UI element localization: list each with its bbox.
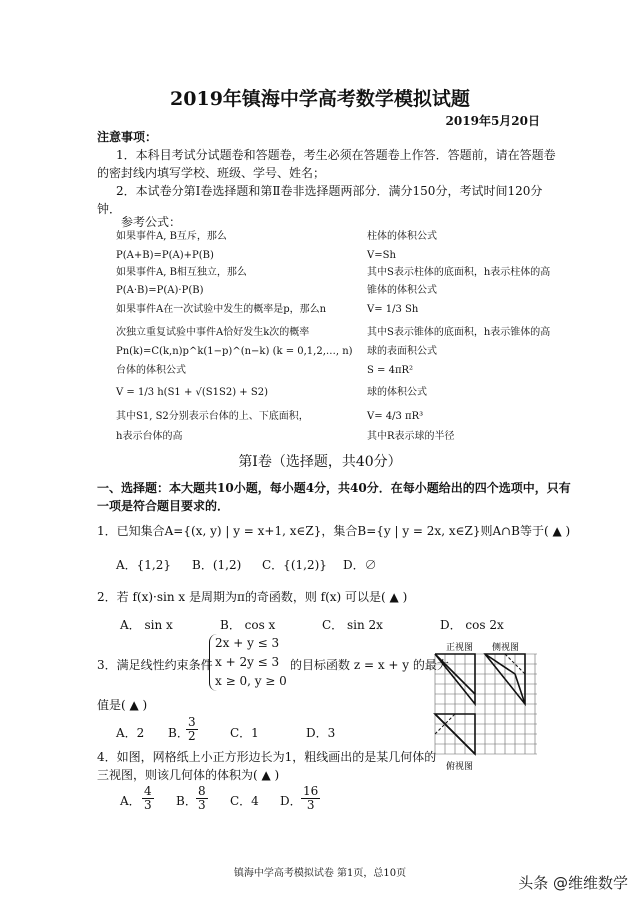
q4-opta-num: 4	[144, 784, 152, 798]
formula-right-10: V= 4/3 πR³	[367, 411, 424, 422]
front-view-label: 正视图	[446, 643, 474, 653]
q3-constraint-system	[209, 634, 287, 691]
q4-option-d: D．	[280, 794, 302, 808]
q3-stem-pre: 3．满足线性约束条件	[97, 658, 213, 672]
formula-left-6: 次独立重复试验中事件A恰好发生k次的概率	[116, 327, 310, 338]
q2-option-d: D． cos 2x	[440, 618, 504, 632]
q3-option-a: A．2	[116, 726, 145, 740]
q4-option-c: C．4	[230, 794, 259, 808]
q2-option-a: A． sin x	[120, 618, 173, 632]
formulas-heading: 参考公式：	[121, 215, 182, 229]
formula-left-5: 如果事件A在一次试验中发生的概率是p，那么n	[116, 304, 327, 315]
q4-line1: 4．如图，网格纸上小正方形边长为1，粗线画出的是某几何体的	[97, 750, 437, 764]
q3-constraint-2: x + 2y ≤ 3	[215, 655, 280, 669]
q1-option-d: D．∅	[343, 558, 377, 572]
q1-stem: 1．已知集合A={(x, y) | y = x+1, x∈Z}，集合B={y | y = 2x, x∈Z}则A∩B等于( ▲ )	[97, 524, 571, 538]
q2-option-b: B． cos x	[220, 618, 276, 632]
q4-option-b-fraction	[196, 785, 208, 812]
formula-left-4: P(A·B)=P(A)·P(B)	[116, 285, 204, 296]
q3-option-c: C．1	[230, 726, 259, 740]
three-view-figure	[430, 638, 542, 774]
part1-line2: 一项是符合题目要求的．	[97, 499, 230, 513]
q4-optb-den: 3	[198, 798, 206, 812]
formula-right-2: V=Sh	[367, 250, 396, 261]
q3-optb-num: 3	[188, 715, 196, 729]
q2-option-c: C． sin 2x	[322, 618, 383, 632]
q3-option-d: D．3	[306, 726, 336, 740]
formula-right-5: V= 1/3 Sh	[367, 304, 419, 315]
notice-item-1a: 1．本科目考试分试题卷和答题卷，考生必须在答题卷上作答．答题前，请在答题卷	[116, 148, 556, 162]
q4-line2: 三视图，则该几何体的体积为( ▲ )	[97, 768, 280, 782]
q4-option-a: A．	[120, 794, 141, 808]
notice-item-2a: 2．本试卷分第Ⅰ卷选择题和第Ⅱ卷非选择题两部分．满分150分，考试时间120分	[116, 184, 543, 198]
q1-option-b: B．(1,2)	[192, 558, 242, 572]
q4-opta-den: 3	[144, 798, 152, 812]
watermark: 头条 @维维数学	[518, 874, 628, 892]
page-title: 2019年镇海中学高考数学模拟试题	[170, 88, 470, 110]
exam-date: 2019年5月20日	[445, 114, 540, 128]
q3-optb-den: 2	[188, 729, 196, 743]
q2-stem: 2．若 f(x)·sin x 是周期为π的奇函数，则 f(x) 可以是( ▲ )	[97, 590, 408, 604]
formula-right-4: 锥体的体积公式	[367, 285, 437, 296]
notice-item-2b: 钟．	[97, 202, 122, 216]
formula-left-9: V = 1/3 h(S1 + √(S1S2) + S2)	[116, 387, 268, 398]
formula-left-7: Pn(k)=C(k,n)p^k(1−p)^(n−k) (k = 0,1,2,…, n)	[116, 346, 353, 357]
q4-optb-num: 8	[198, 784, 206, 798]
q4-option-a-fraction	[142, 785, 154, 812]
formula-left-8: 台体的体积公式	[116, 365, 186, 376]
q4-optd-num: 16	[303, 784, 319, 798]
page-footer: 镇海中学高考模拟试卷 第1页，总10页	[233, 868, 407, 879]
formula-left-11: h表示台体的高	[116, 431, 183, 442]
q4-option-b: B．	[176, 794, 197, 808]
q1-option-c: C．{(1,2)}	[262, 558, 327, 572]
section-heading: 第Ⅰ卷（选择题，共40分）	[238, 454, 402, 470]
formula-right-11: 其中R表示球的半径	[367, 431, 455, 442]
formula-right-8: S = 4πR²	[367, 365, 414, 376]
q3-constraint-1: 2x + y ≤ 3	[215, 636, 280, 650]
side-view-label: 侧视图	[492, 643, 520, 653]
q3-option-b: B．	[168, 726, 189, 740]
q3-stem-post: 的目标函数 z = x + y 的最大	[290, 658, 449, 672]
q4-option-d-fraction	[301, 785, 320, 812]
q3-constraint-3: x ≥ 0, y ≥ 0	[215, 674, 287, 688]
q3-stem-end: 值是( ▲ )	[97, 698, 148, 712]
formula-right-3: 其中S表示柱体的底面积，h表示柱体的高	[367, 267, 551, 278]
formula-left-1: 如果事件A, B互斥，那么	[116, 231, 227, 242]
notice-item-1b: 的密封线内填写学校、班级、学号、姓名；	[97, 166, 326, 180]
formula-right-7: 球的表面积公式	[367, 346, 437, 357]
q3-option-b-fraction	[186, 716, 198, 743]
formula-right-6: 其中S表示锥体的底面积，h表示锥体的高	[367, 327, 551, 338]
formula-right-1: 柱体的体积公式	[367, 231, 437, 242]
formula-left-3: 如果事件A, B相互独立，那么	[116, 267, 247, 278]
q4-optd-den: 3	[306, 798, 315, 812]
part1-line1: 一、选择题：本大题共10小题，每小题4分，共40分．在每小题给出的四个选项中，只有	[97, 481, 571, 495]
top-view-label: 俯视图	[446, 762, 474, 772]
q1-option-a: A．{1,2}	[116, 558, 172, 572]
formula-right-9: 球的体积公式	[367, 387, 427, 398]
formula-left-2: P(A+B)=P(A)+P(B)	[116, 250, 214, 261]
notice-heading: 注意事项：	[97, 130, 158, 144]
formula-left-10: 其中S1, S2分别表示台体的上、下底面积，	[116, 411, 309, 422]
